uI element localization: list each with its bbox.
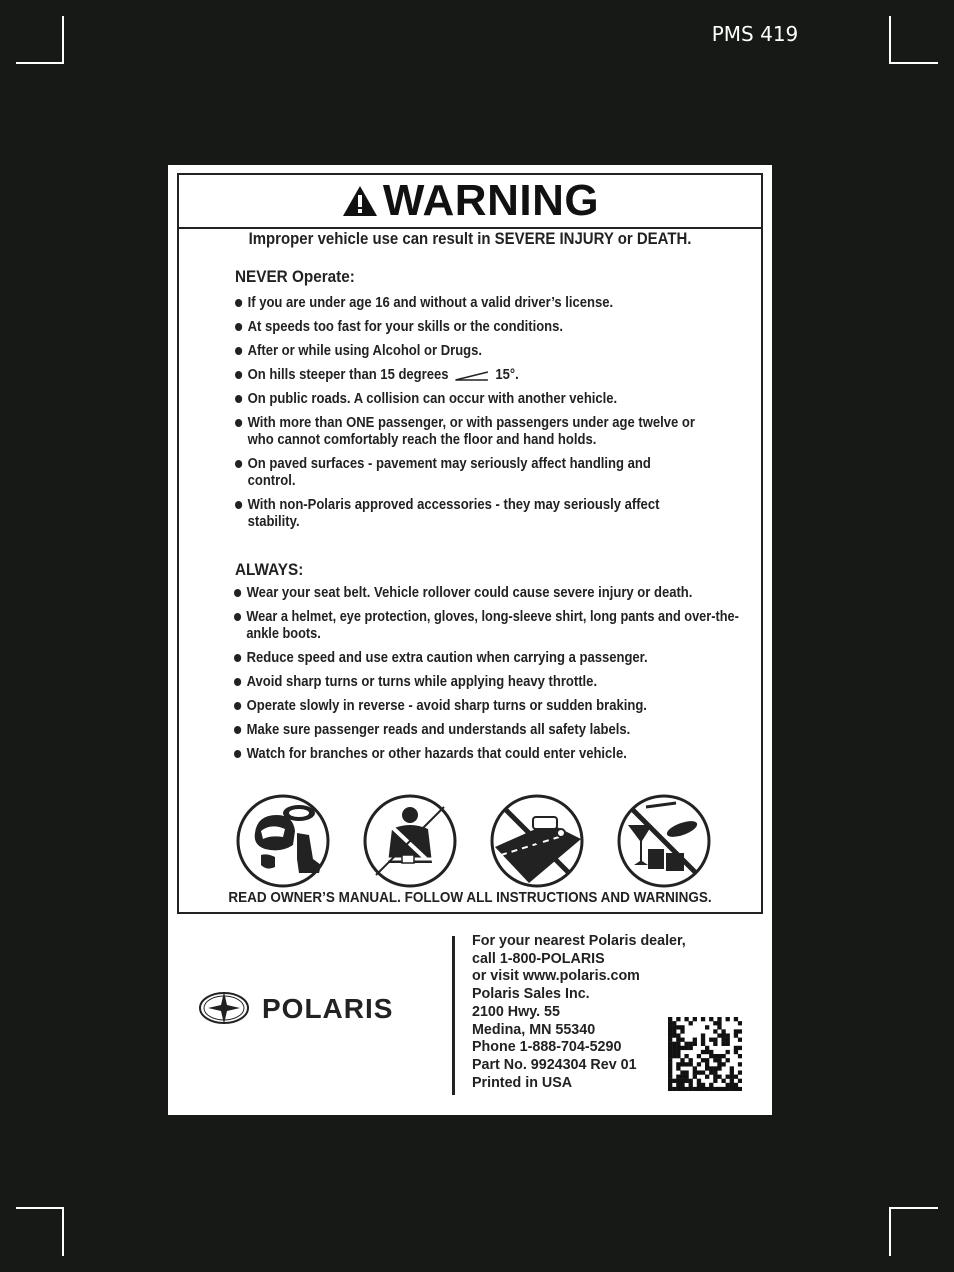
seat-belt-icon xyxy=(362,793,458,889)
list-item: On public roads. A collision can occur with another vehicle. xyxy=(235,391,703,408)
dealer-line: call 1-800-POLARIS xyxy=(472,950,605,967)
warning-label xyxy=(168,165,772,1115)
crop-mark xyxy=(16,62,64,64)
list-item: After or while using Alcohol or Drugs. xyxy=(235,343,703,360)
always-list xyxy=(234,585,794,763)
safety-pictograms xyxy=(235,793,715,893)
always-title: ALWAYS: xyxy=(235,560,304,579)
list-item: On paved surfaces - pavement may seriously affect handling and control. xyxy=(235,456,671,490)
dealer-line: Polaris Sales Inc. xyxy=(472,986,590,1003)
warning-header xyxy=(179,175,761,229)
read-manual-note: READ OWNER’S MANUAL. FOLLOW ALL INSTRUCTIONS AND WARNINGS. xyxy=(228,889,712,906)
polaris-logo xyxy=(198,985,428,1031)
no-public-roads-icon xyxy=(489,793,585,889)
brand-name: POLARIS xyxy=(262,993,394,1024)
hazard-statement: Improper vehicle use can result in SEVERE INJURY or DEATH. xyxy=(248,229,692,248)
list-item: Wear a helmet, eye protection, gloves, long-sleeve shirt, long pants and over-the-ankle boots. xyxy=(234,609,739,643)
warning-title: WARNING xyxy=(382,176,600,225)
warning-frame xyxy=(177,173,763,914)
list-item: If you are under age 16 and without a valid driver’s license. xyxy=(235,295,703,312)
dealer-line: 2100 Hwy. 55 xyxy=(472,1003,560,1020)
crop-mark xyxy=(889,16,891,63)
data-matrix-code xyxy=(668,1017,742,1091)
crop-mark xyxy=(889,1207,938,1209)
no-alcohol-drugs-icon xyxy=(616,793,712,889)
crop-mark xyxy=(62,16,64,63)
dealer-line: Printed in USA xyxy=(472,1074,573,1091)
dealer-line: For your nearest Polaris dealer, xyxy=(472,933,686,949)
polaris-star-icon xyxy=(198,985,428,1031)
dealer-line: Medina, MN 55340 xyxy=(472,1021,596,1038)
list-item: Make sure passenger reads and understands all safety labels. xyxy=(234,722,738,739)
list-item: With non-Polaris approved accessories - they may seriously affect stability. xyxy=(235,497,707,531)
list-item: Avoid sharp turns or turns while applying heavy throttle. xyxy=(234,674,738,691)
list-item: With more than ONE passenger, or with passengers under age twelve or who cannot comfortably reach the floor and hand holds. xyxy=(235,415,698,449)
slope-icon xyxy=(454,369,490,381)
list-item: Operate slowly in reverse - avoid sharp turns or sudden braking. xyxy=(234,698,738,715)
list-item: At speeds too fast for your skills or the conditions. xyxy=(235,319,703,336)
dealer-line: Part No. 9924304 Rev 01 xyxy=(472,1056,637,1073)
crop-mark xyxy=(16,1207,64,1209)
pms-color-label: PMS 419 xyxy=(711,22,799,46)
protective-gear-icon xyxy=(235,793,331,889)
crop-mark xyxy=(889,62,938,64)
divider xyxy=(452,936,455,1095)
crop-mark xyxy=(889,1207,891,1256)
slope-value: 15°. xyxy=(495,367,519,383)
warning-triangle-icon xyxy=(341,184,379,218)
crop-mark xyxy=(62,1207,64,1256)
dealer-line: or visit www.polaris.com xyxy=(472,968,640,985)
never-list xyxy=(235,295,755,531)
list-item: On hills steeper than 15 degrees 15°. xyxy=(235,367,703,384)
list-item: Wear your seat belt. Vehicle rollover could cause severe injury or death. xyxy=(234,585,697,602)
never-title: NEVER Operate: xyxy=(235,267,355,286)
list-item: Reduce speed and use extra caution when carrying a passenger. xyxy=(234,650,738,667)
dealer-line: Phone 1-888-704-5290 xyxy=(472,1039,622,1056)
list-item: Watch for branches or other hazards that could enter vehicle. xyxy=(234,746,738,763)
